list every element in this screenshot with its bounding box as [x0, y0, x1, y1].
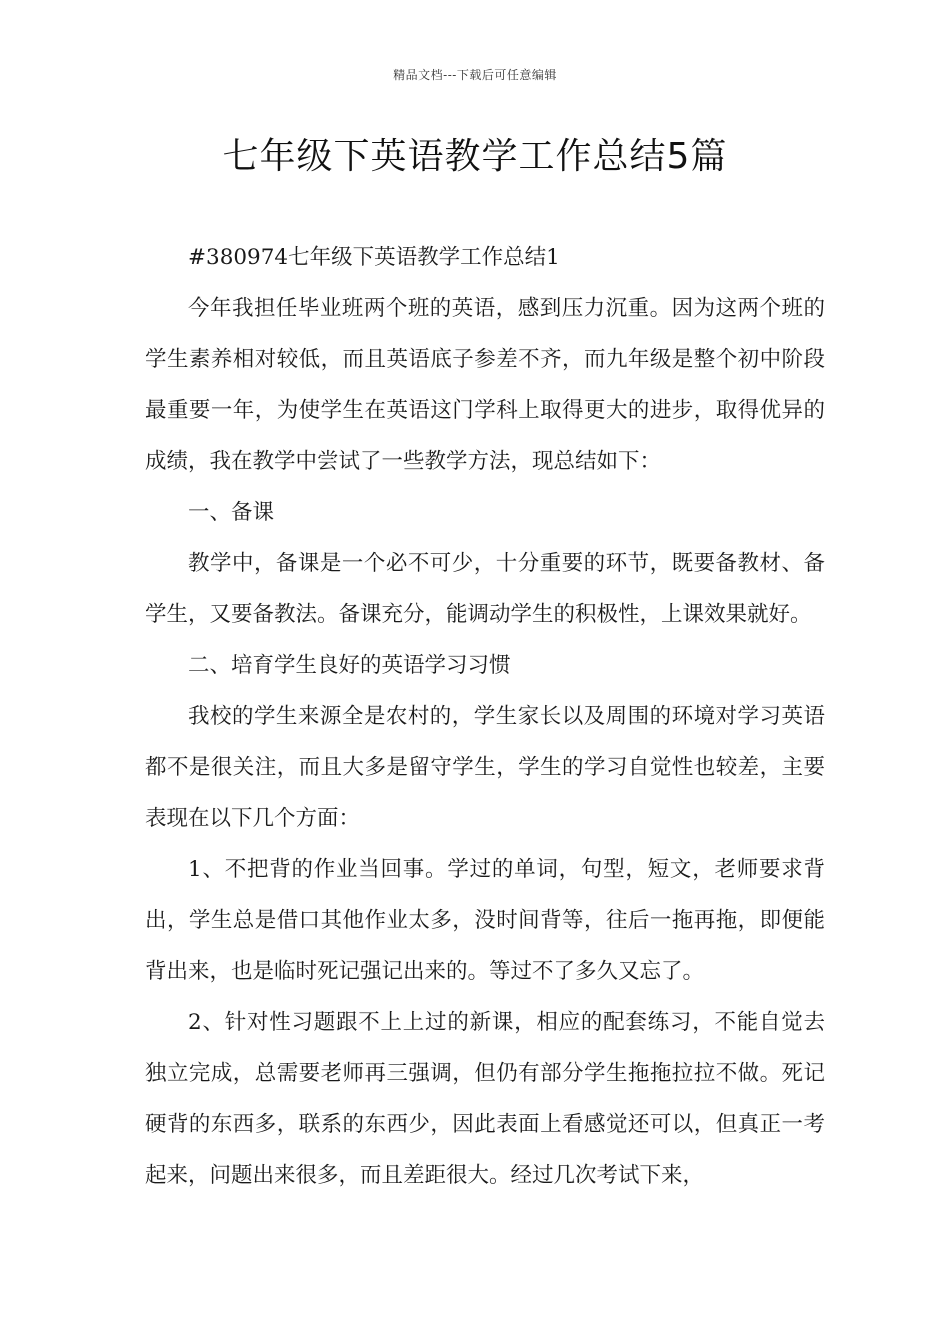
paragraph: 教学中，备课是一个必不可少，十分重要的环节，既要备教材、备学生，又要备教法。备课充分，能调动学生的积极性，上课效果就好。 — [145, 551, 825, 627]
paragraph: 我校的学生来源全是农村的，学生家长以及周围的环境对学习英语都不是很关注，而且大多是留守学生，学生的学习自觉性也较差，主要表现在以下几个方面： — [145, 704, 825, 831]
section-heading: #380974七年级下英语教学工作总结1 — [188, 245, 560, 270]
list-item: 1、不把背的作业当回事。学过的单词，句型，短文，老师要求背出，学生总是借口其他作业太多，没时间背等，往后一拖再拖，即便能背出来，也是临时死记强记出来的。等过不了多久又忘了。 — [145, 857, 825, 984]
section-heading: 一、备课 — [188, 500, 275, 525]
document-title: 七年级下英语教学工作总结5篇 — [222, 136, 728, 177]
section-heading: 二、培育学生良好的英语学习习惯 — [188, 653, 511, 678]
header-note: 精品文档---下载后可任意编辑 — [393, 68, 557, 82]
document-body — [145, 232, 825, 1201]
paragraph: 今年我担任毕业班两个班的英语，感到压力沉重。因为这两个班的学生素养相对较低，而且英语底子参差不齐，而九年级是整个初中阶段最重要一年，为使学生在英语这门学科上取得更大的进步，取得优异的成绩，我在教学中尝试了一些教学方法，现总结如下： — [145, 296, 825, 474]
list-item: 2、针对性习题跟不上上过的新课，相应的配套练习，不能自觉去独立完成，总需要老师再三强调，但仍有部分学生拖拖拉拉不做。死记硬背的东西多，联系的东西少，因此表面上看感觉还可以，但真正一考起来，问题出来很多，而且差距很大。经过几次考试下来， — [145, 1010, 825, 1188]
